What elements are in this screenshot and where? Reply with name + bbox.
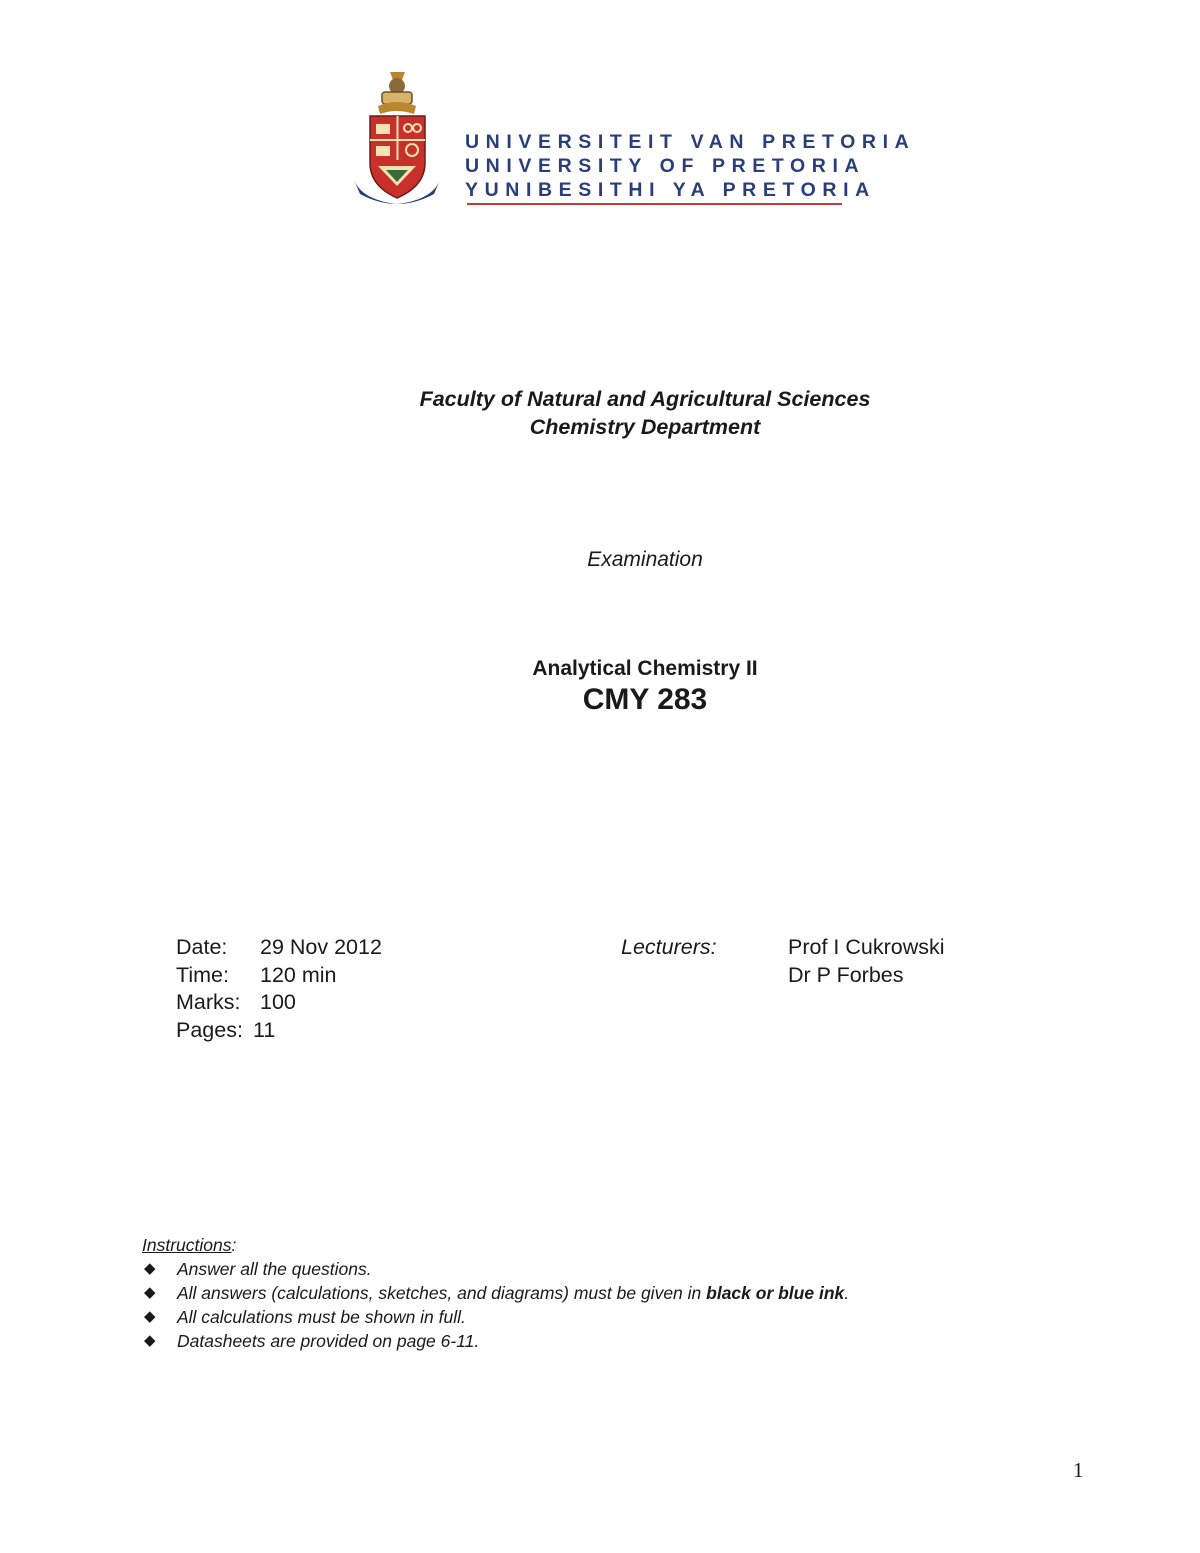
list-item bbox=[142, 1329, 849, 1353]
logo-underline bbox=[467, 203, 842, 205]
pages-label: Pages: bbox=[176, 1017, 243, 1042]
course-name: Analytical Chemistry II bbox=[532, 657, 758, 680]
university-name-english: UNIVERSITY OF PRETORIA bbox=[465, 155, 866, 177]
university-name-afrikaans: UNIVERSITEIT VAN PRETORIA bbox=[465, 131, 916, 153]
list-item bbox=[142, 1257, 849, 1281]
instruction-text: Answer all the questions. bbox=[177, 1259, 372, 1279]
time-value: 120 min bbox=[260, 962, 337, 987]
list-item bbox=[142, 1305, 849, 1329]
marks-value: 100 bbox=[260, 990, 296, 1014]
course-code: CMY 283 bbox=[582, 683, 708, 716]
lecturer-name: Dr P Forbes bbox=[788, 962, 904, 987]
time-label: Time: bbox=[176, 962, 229, 987]
university-name-sepedi: YUNIBESITHI YA PRETORIA bbox=[465, 179, 876, 201]
faculty-heading bbox=[0, 385, 1200, 441]
instruction-text: All calculations must be shown in full. bbox=[177, 1307, 466, 1327]
date-value: 29 Nov 2012 bbox=[260, 935, 382, 959]
date-label: Date: bbox=[176, 935, 228, 959]
time-row bbox=[176, 962, 382, 990]
pages-value: 11 bbox=[253, 1017, 276, 1042]
page-number: 1 bbox=[1073, 1458, 1084, 1482]
instructions-list bbox=[142, 1257, 849, 1353]
exam-type: Examination bbox=[587, 548, 703, 571]
instruction-emphasis: black or blue ink bbox=[706, 1283, 845, 1303]
instruction-text: Datasheets are provided on page 6-11. bbox=[177, 1331, 480, 1351]
instruction-text-end: . bbox=[844, 1283, 850, 1303]
lecturers-label: Lecturers: bbox=[621, 935, 717, 959]
date-row bbox=[176, 934, 382, 962]
diamond-bullet-icon: ◆ bbox=[144, 1332, 156, 1349]
instructions-heading: Instructions bbox=[142, 1235, 232, 1255]
instructions-heading-colon: : bbox=[231, 1235, 237, 1255]
faculty-name: Faculty of Natural and Agricultural Sciences bbox=[419, 387, 871, 411]
university-crest-icon bbox=[350, 68, 445, 208]
pages-row bbox=[176, 1017, 382, 1045]
marks-row bbox=[176, 989, 382, 1017]
diamond-bullet-icon: ◆ bbox=[144, 1308, 156, 1325]
lecturer-name: Prof I Cukrowski bbox=[788, 935, 945, 959]
instructions-section bbox=[142, 1233, 849, 1353]
marks-label: Marks: bbox=[176, 990, 241, 1014]
department-name: Chemistry Department bbox=[529, 415, 761, 439]
diamond-bullet-icon: ◆ bbox=[144, 1284, 156, 1301]
university-logo bbox=[350, 68, 916, 208]
exam-details bbox=[176, 934, 382, 1044]
list-item bbox=[142, 1281, 849, 1305]
instruction-text: All answers (calculations, sketches, and diagrams) must be given in bbox=[177, 1283, 707, 1303]
diamond-bullet-icon: ◆ bbox=[144, 1260, 156, 1277]
